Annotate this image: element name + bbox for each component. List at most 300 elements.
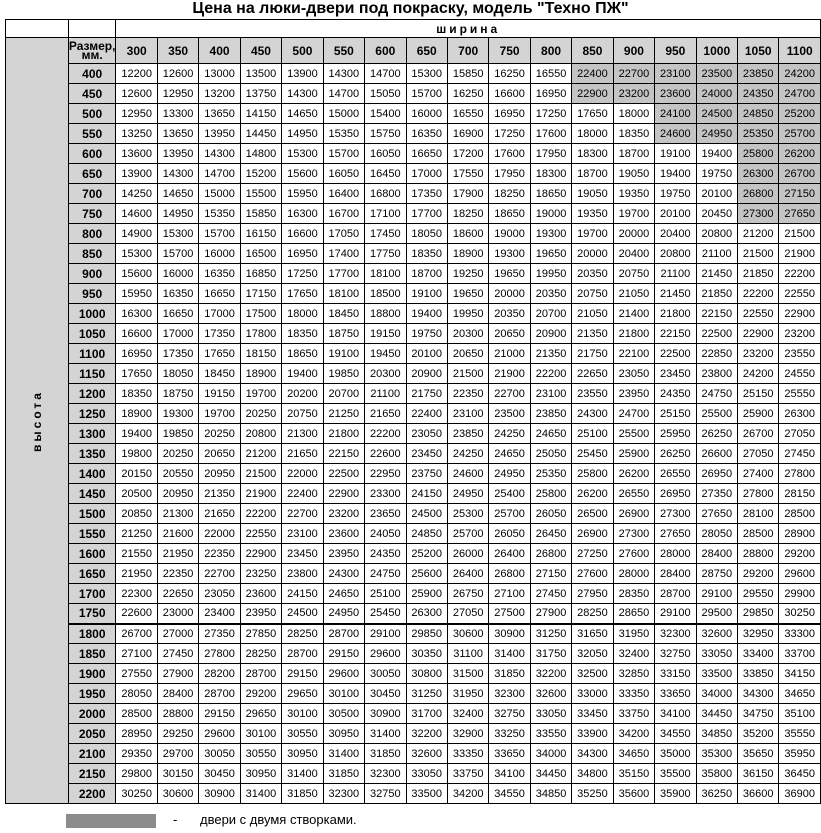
price-cell: 28250 — [240, 644, 281, 664]
price-cell: 14250 — [116, 184, 157, 204]
price-cell: 26550 — [613, 484, 654, 504]
price-cell: 18900 — [240, 364, 281, 384]
table-row — [6, 264, 821, 284]
price-cell: 19000 — [530, 204, 571, 224]
price-cell: 17250 — [530, 104, 571, 124]
price-cell: 22200 — [738, 284, 779, 304]
price-cell: 13600 — [116, 144, 157, 164]
price-cell: 21900 — [779, 244, 821, 264]
table-row — [6, 684, 821, 704]
price-cell: 31400 — [240, 784, 281, 804]
price-cell: 16050 — [365, 144, 406, 164]
height-axis-label — [6, 38, 69, 804]
price-cell: 20350 — [489, 304, 530, 324]
table-row — [6, 284, 821, 304]
price-cell: 32500 — [572, 664, 613, 684]
price-cell: 21350 — [199, 484, 240, 504]
price-cell: 24850 — [406, 524, 447, 544]
price-cell: 19050 — [613, 164, 654, 184]
price-cell: 27850 — [240, 624, 281, 644]
price-cell: 24150 — [282, 584, 323, 604]
price-cell: 22900 — [323, 484, 364, 504]
table-row — [6, 704, 821, 724]
price-cell: 15000 — [199, 184, 240, 204]
price-cell: 27450 — [530, 584, 571, 604]
price-cell: 25200 — [406, 544, 447, 564]
price-cell: 22850 — [696, 344, 737, 364]
price-cell: 18000 — [282, 304, 323, 324]
price-cell: 15750 — [365, 124, 406, 144]
table-row — [6, 664, 821, 684]
price-cell: 27050 — [447, 604, 488, 624]
price-cell: 28100 — [738, 504, 779, 524]
price-cell: 23100 — [282, 524, 323, 544]
price-cell: 34550 — [489, 784, 530, 804]
price-cell: 25900 — [406, 584, 447, 604]
price-cell: 19300 — [157, 404, 198, 424]
price-cell: 20700 — [323, 384, 364, 404]
price-cell: 29150 — [282, 664, 323, 684]
price-cell: 19700 — [199, 404, 240, 424]
price-cell: 21600 — [157, 524, 198, 544]
price-cell: 35100 — [779, 704, 821, 724]
price-cell: 18900 — [116, 404, 157, 424]
price-cell: 16600 — [116, 324, 157, 344]
price-cell: 16400 — [323, 184, 364, 204]
price-cell: 15050 — [365, 84, 406, 104]
price-cell: 19750 — [696, 164, 737, 184]
price-cell: 32750 — [655, 644, 696, 664]
table-row — [6, 364, 821, 384]
height-header: 1650 — [68, 564, 116, 584]
price-cell: 22500 — [655, 344, 696, 364]
price-cell: 19650 — [447, 284, 488, 304]
price-cell: 34300 — [738, 684, 779, 704]
price-cell: 35500 — [655, 764, 696, 784]
price-cell: 29600 — [199, 724, 240, 744]
price-cell: 30600 — [447, 624, 488, 644]
price-cell: 34800 — [572, 764, 613, 784]
price-cell: 31850 — [323, 764, 364, 784]
price-cell: 16250 — [489, 64, 530, 84]
price-cell: 29100 — [655, 604, 696, 624]
price-cell: 19950 — [447, 304, 488, 324]
price-cell: 16150 — [240, 224, 281, 244]
price-cell: 34850 — [530, 784, 571, 804]
price-cell: 35150 — [613, 764, 654, 784]
height-header: 1250 — [68, 404, 116, 424]
price-cell: 14950 — [157, 204, 198, 224]
price-cell: 17500 — [240, 304, 281, 324]
price-cell: 29500 — [696, 604, 737, 624]
width-axis-label: ширина — [116, 20, 821, 38]
price-cell: 31950 — [613, 624, 654, 644]
price-cell: 30550 — [282, 724, 323, 744]
price-cell: 19000 — [489, 224, 530, 244]
price-cell: 20150 — [116, 464, 157, 484]
price-cell: 24250 — [447, 444, 488, 464]
price-cell-double-leaf: 22700 — [613, 64, 654, 84]
price-cell: 31850 — [365, 744, 406, 764]
price-cell-double-leaf: 23600 — [655, 84, 696, 104]
price-cell: 20700 — [530, 304, 571, 324]
price-cell: 13000 — [199, 64, 240, 84]
price-cell: 33550 — [530, 724, 571, 744]
price-cell: 26700 — [116, 624, 157, 644]
table-row — [6, 644, 821, 664]
price-cell: 18000 — [613, 104, 654, 124]
price-cell: 20550 — [157, 464, 198, 484]
price-cell: 16950 — [282, 244, 323, 264]
price-cell: 30250 — [116, 784, 157, 804]
width-header: 1000 — [696, 38, 737, 64]
price-cell: 16650 — [406, 144, 447, 164]
price-cell: 17350 — [199, 324, 240, 344]
price-cell: 12600 — [116, 84, 157, 104]
price-cell: 18700 — [406, 264, 447, 284]
price-cell: 17700 — [406, 204, 447, 224]
price-cell: 21950 — [116, 564, 157, 584]
price-cell: 15850 — [447, 64, 488, 84]
price-cell: 21850 — [738, 264, 779, 284]
price-cell: 16000 — [199, 244, 240, 264]
price-cell: 26400 — [447, 564, 488, 584]
price-cell: 12950 — [157, 84, 198, 104]
price-cell: 20000 — [489, 284, 530, 304]
price-cell: 33500 — [406, 784, 447, 804]
price-cell: 20250 — [199, 424, 240, 444]
price-cell: 33050 — [696, 644, 737, 664]
price-cell: 32900 — [447, 724, 488, 744]
price-cell: 16950 — [116, 344, 157, 364]
price-cell: 28800 — [157, 704, 198, 724]
price-cell: 22350 — [199, 544, 240, 564]
price-cell-double-leaf: 24000 — [696, 84, 737, 104]
height-header: 1900 — [68, 664, 116, 684]
price-cell: 22150 — [323, 444, 364, 464]
width-header: 400 — [199, 38, 240, 64]
price-cell: 28400 — [696, 544, 737, 564]
price-cell: 21300 — [157, 504, 198, 524]
price-cell: 28500 — [116, 704, 157, 724]
table-row — [6, 244, 821, 264]
height-header: 1100 — [68, 344, 116, 364]
price-cell: 23450 — [655, 364, 696, 384]
height-header: 600 — [68, 144, 116, 164]
price-cell: 23950 — [613, 384, 654, 404]
price-cell: 32200 — [530, 664, 571, 684]
price-cell: 33150 — [655, 664, 696, 684]
price-cell: 18350 — [282, 324, 323, 344]
price-cell: 18000 — [572, 124, 613, 144]
price-cell-double-leaf: 22900 — [572, 84, 613, 104]
price-cell: 26200 — [613, 464, 654, 484]
price-cell: 26000 — [447, 544, 488, 564]
price-cell: 20400 — [655, 224, 696, 244]
price-cell: 32600 — [530, 684, 571, 704]
price-cell: 28500 — [738, 524, 779, 544]
price-cell: 30900 — [489, 624, 530, 644]
price-cell: 22550 — [738, 304, 779, 324]
price-cell: 29600 — [779, 564, 821, 584]
price-cell: 19350 — [613, 184, 654, 204]
price-cell: 31250 — [530, 624, 571, 644]
table-row — [6, 524, 821, 544]
price-cell: 33650 — [655, 684, 696, 704]
height-header: 2050 — [68, 724, 116, 744]
price-cell: 19150 — [199, 384, 240, 404]
height-header: 1050 — [68, 324, 116, 344]
price-cell: 21800 — [655, 304, 696, 324]
price-cell: 20800 — [696, 224, 737, 244]
legend-dash: - — [173, 812, 178, 827]
price-cell: 19750 — [655, 184, 696, 204]
price-cell-double-leaf: 23200 — [613, 84, 654, 104]
price-cell: 13750 — [240, 84, 281, 104]
price-cell-double-leaf: 24500 — [696, 104, 737, 124]
price-cell: 31650 — [572, 624, 613, 644]
price-cell: 25900 — [613, 444, 654, 464]
price-cell: 27050 — [779, 424, 821, 444]
price-cell: 22650 — [572, 364, 613, 384]
price-cell: 28250 — [572, 604, 613, 624]
price-cell: 35550 — [779, 724, 821, 744]
price-cell: 17050 — [323, 224, 364, 244]
price-cell: 32750 — [365, 784, 406, 804]
price-cell: 32400 — [447, 704, 488, 724]
price-cell: 25100 — [365, 584, 406, 604]
price-cell: 31400 — [365, 724, 406, 744]
price-cell: 28700 — [199, 684, 240, 704]
price-cell: 31750 — [530, 644, 571, 664]
price-cell: 19750 — [406, 324, 447, 344]
price-cell: 24350 — [655, 384, 696, 404]
price-cell: 17450 — [365, 224, 406, 244]
price-cell: 29200 — [738, 564, 779, 584]
price-cell: 18500 — [365, 284, 406, 304]
price-cell: 33050 — [530, 704, 571, 724]
price-cell: 20900 — [406, 364, 447, 384]
price-cell: 25100 — [572, 424, 613, 444]
price-cell: 36600 — [738, 784, 779, 804]
table-row — [6, 164, 821, 184]
price-cell: 23050 — [199, 584, 240, 604]
price-cell: 21100 — [696, 244, 737, 264]
price-cell: 28950 — [116, 724, 157, 744]
price-cell: 30500 — [323, 704, 364, 724]
price-cell: 34200 — [447, 784, 488, 804]
price-cell: 21100 — [365, 384, 406, 404]
price-cell: 23450 — [282, 544, 323, 564]
price-cell: 28350 — [613, 584, 654, 604]
price-cell-double-leaf: 24200 — [779, 64, 821, 84]
price-cell: 26800 — [530, 544, 571, 564]
price-cell: 29600 — [365, 644, 406, 664]
price-cell: 34450 — [530, 764, 571, 784]
price-cell: 22400 — [406, 404, 447, 424]
price-cell: 20100 — [406, 344, 447, 364]
price-cell: 32200 — [406, 724, 447, 744]
price-cell: 18350 — [613, 124, 654, 144]
width-header: 300 — [116, 38, 157, 64]
price-cell: 22350 — [157, 564, 198, 584]
price-cell: 22900 — [738, 324, 779, 344]
price-cell: 16050 — [323, 164, 364, 184]
price-cell: 17700 — [323, 264, 364, 284]
price-cell: 21050 — [613, 284, 654, 304]
price-cell: 35650 — [738, 744, 779, 764]
price-cell: 24950 — [447, 484, 488, 504]
price-cell: 22500 — [696, 324, 737, 344]
price-cell: 35250 — [572, 784, 613, 804]
price-cell: 19800 — [116, 444, 157, 464]
price-cell: 17650 — [282, 284, 323, 304]
price-cell-double-leaf: 22400 — [572, 64, 613, 84]
price-cell: 23000 — [157, 604, 198, 624]
price-cell: 26250 — [655, 444, 696, 464]
price-cell: 15950 — [282, 184, 323, 204]
price-cell: 17550 — [447, 164, 488, 184]
price-table — [5, 19, 821, 804]
height-header: 550 — [68, 124, 116, 144]
height-header: 2200 — [68, 784, 116, 804]
price-cell: 23050 — [406, 424, 447, 444]
price-cell: 15600 — [116, 264, 157, 284]
price-cell: 30100 — [282, 704, 323, 724]
price-cell: 27350 — [199, 624, 240, 644]
price-cell: 26200 — [572, 484, 613, 504]
price-cell: 20750 — [613, 264, 654, 284]
price-cell: 23450 — [406, 444, 447, 464]
price-cell: 24950 — [323, 604, 364, 624]
price-cell: 19100 — [655, 144, 696, 164]
price-cell: 29150 — [323, 644, 364, 664]
price-cell: 34850 — [696, 724, 737, 744]
price-cell-double-leaf: 27300 — [738, 204, 779, 224]
price-cell: 27100 — [489, 584, 530, 604]
price-cell: 24950 — [489, 464, 530, 484]
height-header: 1700 — [68, 584, 116, 604]
price-cell-double-leaf: 26700 — [779, 164, 821, 184]
price-cell: 20750 — [282, 404, 323, 424]
price-cell: 20100 — [696, 184, 737, 204]
price-cell: 33250 — [489, 724, 530, 744]
price-cell: 20800 — [240, 424, 281, 444]
price-cell: 32300 — [655, 624, 696, 644]
price-cell: 19150 — [365, 324, 406, 344]
price-cell: 21950 — [157, 544, 198, 564]
price-cell: 28750 — [696, 564, 737, 584]
price-cell: 22150 — [696, 304, 737, 324]
price-cell: 16350 — [406, 124, 447, 144]
price-cell: 18750 — [157, 384, 198, 404]
price-cell: 33050 — [406, 764, 447, 784]
price-cell: 28700 — [323, 624, 364, 644]
price-cell: 27800 — [779, 464, 821, 484]
width-header: 650 — [406, 38, 447, 64]
price-cell: 20100 — [655, 204, 696, 224]
price-cell: 23800 — [696, 364, 737, 384]
price-cell: 27550 — [116, 664, 157, 684]
price-cell: 24650 — [489, 444, 530, 464]
price-cell: 25500 — [613, 424, 654, 444]
price-cell: 27600 — [613, 544, 654, 564]
price-cell: 18700 — [613, 144, 654, 164]
price-cell: 16600 — [489, 84, 530, 104]
price-cell: 13900 — [282, 64, 323, 84]
price-cell: 21100 — [655, 264, 696, 284]
price-cell: 19700 — [572, 224, 613, 244]
price-cell: 27650 — [696, 504, 737, 524]
price-cell: 27800 — [738, 484, 779, 504]
table-row — [6, 104, 821, 124]
price-cell: 26050 — [489, 524, 530, 544]
price-cell: 15200 — [240, 164, 281, 184]
price-cell: 20000 — [572, 244, 613, 264]
price-cell: 33300 — [779, 624, 821, 644]
price-cell: 18050 — [157, 364, 198, 384]
width-header: 800 — [530, 38, 571, 64]
height-header: 1300 — [68, 424, 116, 444]
price-cell: 20300 — [365, 364, 406, 384]
price-cell: 15300 — [116, 244, 157, 264]
price-cell: 25600 — [406, 564, 447, 584]
price-cell: 14600 — [116, 204, 157, 224]
price-cell: 16500 — [240, 244, 281, 264]
price-cell: 25150 — [655, 404, 696, 424]
price-cell: 19400 — [116, 424, 157, 444]
price-cell: 13500 — [240, 64, 281, 84]
price-cell: 24250 — [489, 424, 530, 444]
price-cell: 29600 — [323, 664, 364, 684]
price-cell: 16850 — [240, 264, 281, 284]
price-cell: 18900 — [447, 244, 488, 264]
price-cell: 24550 — [779, 364, 821, 384]
price-cell: 33900 — [572, 724, 613, 744]
price-cell: 28050 — [116, 684, 157, 704]
price-cell: 23850 — [530, 404, 571, 424]
price-cell-double-leaf: 24700 — [779, 84, 821, 104]
price-cell: 24600 — [447, 464, 488, 484]
price-cell: 25950 — [655, 424, 696, 444]
price-cell: 23500 — [489, 404, 530, 424]
price-cell: 27450 — [779, 444, 821, 464]
price-cell: 30550 — [240, 744, 281, 764]
price-cell: 18650 — [282, 344, 323, 364]
price-cell: 30800 — [406, 664, 447, 684]
price-cell: 30450 — [199, 764, 240, 784]
price-cell: 22000 — [199, 524, 240, 544]
height-header: 1000 — [68, 304, 116, 324]
price-cell: 14450 — [240, 124, 281, 144]
price-cell: 28700 — [282, 644, 323, 664]
price-cell: 13650 — [157, 124, 198, 144]
price-cell: 20000 — [613, 224, 654, 244]
price-cell: 26550 — [655, 464, 696, 484]
price-cell: 33750 — [613, 704, 654, 724]
price-cell: 14300 — [199, 144, 240, 164]
price-cell: 22900 — [240, 544, 281, 564]
price-cell: 14300 — [282, 84, 323, 104]
price-cell: 29250 — [157, 724, 198, 744]
price-cell: 33850 — [738, 664, 779, 684]
price-cell: 28700 — [240, 664, 281, 684]
price-cell: 20850 — [116, 504, 157, 524]
price-cell: 26600 — [696, 444, 737, 464]
price-cell: 17800 — [240, 324, 281, 344]
height-header: 500 — [68, 104, 116, 124]
price-cell: 17350 — [406, 184, 447, 204]
